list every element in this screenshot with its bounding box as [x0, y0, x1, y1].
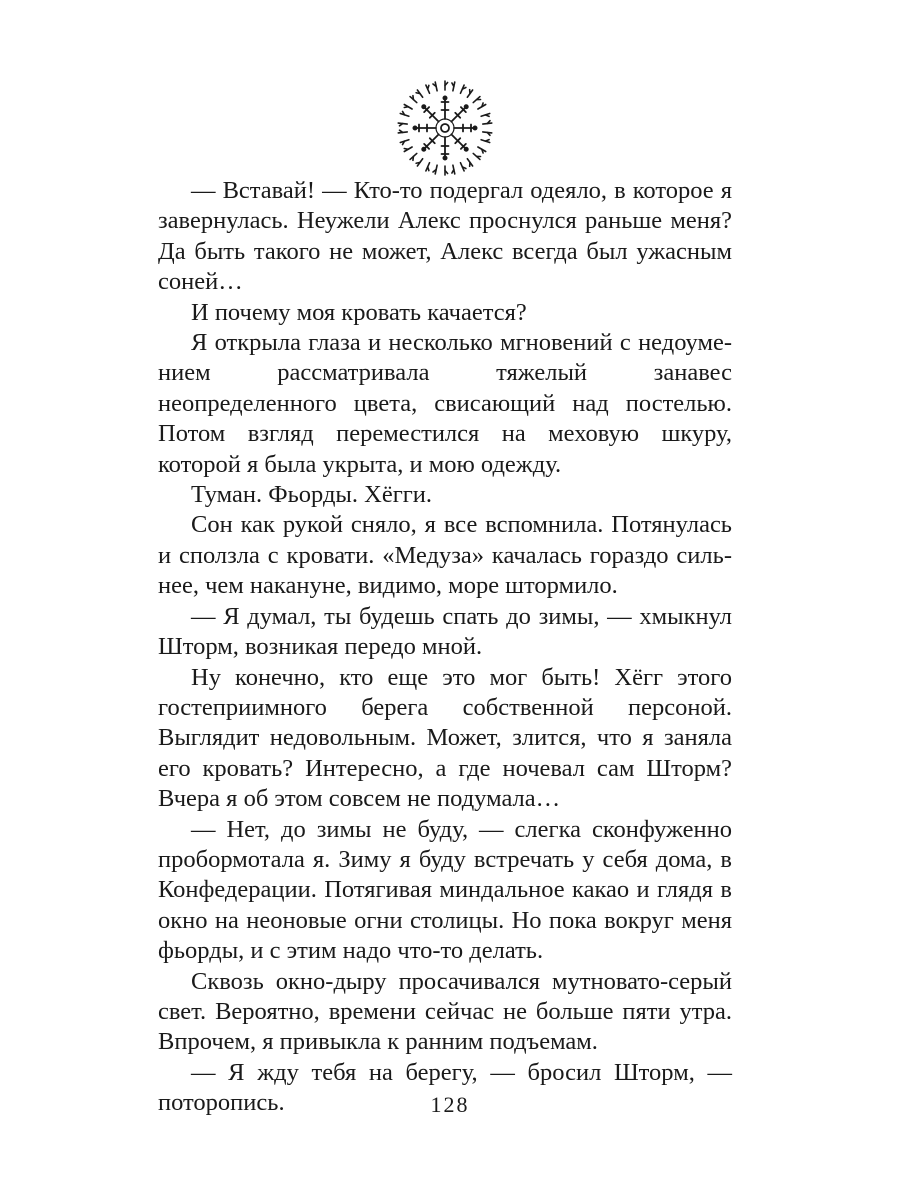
paragraph: — Я жду тебя на берегу, — бросил Шторм, — поторопись.	[158, 1058, 732, 1117]
paragraph: Сон как рукой сняло, я все вспомнила. Потянулась и сползла с кровати. «Медуза» качалась гораздо сильнее, чем накануне, видимо, море штормило.	[158, 511, 732, 600]
stave-tip	[422, 148, 425, 151]
paragraph: Сквозь окно-дыру просачивался мутновато-серый свет. Вероятно, времени сейчас не больше пяти утра. Впрочем, я привыкла к ранним подъемам.	[158, 967, 732, 1056]
rune-branch	[452, 83, 454, 86]
vegvisir-emblem-icon	[395, 78, 495, 178]
rune-branch	[485, 140, 489, 142]
rune-branch	[485, 115, 489, 117]
rune-branch	[428, 85, 429, 89]
rune-branch	[404, 107, 408, 108]
rune-branch	[404, 149, 408, 150]
stave-tip	[473, 126, 476, 129]
paragraph: Ну конечно, кто еще это мог быть! Хёгг этого гостеприимного берега собственной персоной. Выглядит недовольным. Может, злится, что я заняла его кровать? Интересно, а где ночевал сам Шторм? Вчера я об этом совсем не подумала…	[158, 663, 732, 813]
paragraph: — Я думал, ты будешь спать до зимы, — хмыкнул Шторм, возникая передо мной.	[158, 602, 732, 661]
rune-branch	[452, 170, 454, 173]
vegvisir-rune-circle-icon	[395, 78, 495, 178]
stave-tip	[422, 105, 425, 108]
stave-tip	[465, 105, 468, 108]
body-text	[158, 176, 732, 1119]
rune-branch	[416, 93, 420, 94]
stave-tip	[443, 96, 446, 99]
stave-tip	[443, 156, 446, 159]
rune-branch	[428, 167, 429, 171]
page-number: 128	[430, 1092, 470, 1117]
rune-branch	[416, 162, 420, 163]
paragraph: — Вставай! — Кто-то подергал одеяло, в которое я завернулась. Неужели Алекс проснулся раньше меня? Да быть такого не может, Алекс всегда был ужасным соней…	[158, 177, 732, 296]
stave-tip	[413, 126, 416, 129]
paragraph: — Нет, до зимы не буду, — слегка сконфуженно пробормотала я. Зиму я буду встречать у себя дома, в Конфедерации. Потягивая миндальное какао и глядя в окно на неоновые огни столицы. Но пока вокруг меня фьорды, и с этим надо что-то делать.	[158, 815, 732, 965]
stave-tip	[465, 148, 468, 151]
paragraph: Я открыла глаза и несколько мгновений с недоумением рассматривала тяжелый занавес неопределенного цвета, свисающий над постелью. Потом взгляд переместился на меховую шкуру, которой я была укрыта, и мою одежду.	[158, 329, 732, 478]
paragraph: Туман. Фьорды. Хёгги.	[191, 481, 433, 509]
paragraph: И почему моя кровать качается?	[191, 298, 527, 326]
